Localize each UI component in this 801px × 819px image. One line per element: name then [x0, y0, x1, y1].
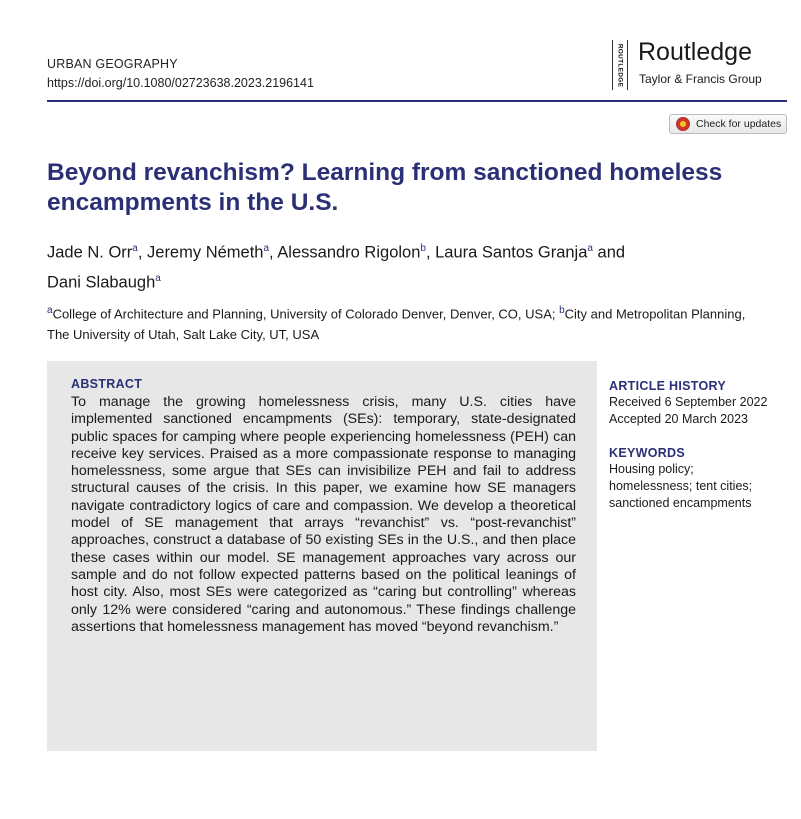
keyword-line: sanctioned encampments — [609, 496, 752, 510]
article-sidebar — [609, 378, 794, 512]
publisher-group: Taylor & Francis Group — [639, 72, 762, 86]
author-separator: , — [269, 243, 278, 262]
accepted-date: Accepted 20 March 2023 — [609, 412, 748, 426]
abstract-box — [47, 361, 597, 751]
author-name[interactable]: Jeremy Németh — [147, 243, 264, 262]
author-affiliation-mark[interactable]: a — [132, 243, 138, 254]
header-divider — [47, 100, 787, 102]
journal-name: URBAN GEOGRAPHY — [47, 57, 178, 71]
author-affiliation-mark[interactable]: a — [263, 243, 270, 254]
publisher-vertical-mark — [612, 40, 628, 90]
article-history-heading: ARTICLE HISTORY — [609, 379, 727, 393]
author-name[interactable]: Alessandro Rigolon — [277, 243, 421, 262]
received-date: Received 6 September 2022 — [609, 395, 768, 409]
affiliation-mark: a — [47, 305, 53, 316]
author-separator: , — [425, 243, 436, 262]
author-name[interactable]: Jade N. Orr — [47, 243, 133, 262]
keyword-line: Housing policy; — [609, 462, 694, 476]
author-list — [47, 236, 767, 295]
affiliation-text: City and Metropolitan Planning, The University of Utah, Salt Lake City, UT, USA — [47, 306, 746, 343]
publisher-vertical-text: ROUTLEDGE — [616, 43, 624, 87]
abstract-text: To manage the growing homelessness crisis, many U.S. cities have implemented sanctioned encampments (SEs): temporary, state-designated public spaces for camping where people experiencing homelessness (PEH) can receive key services. Praised as a more compassionate response to managing homelessness, some argue that SEs can invisibilize PEH and fail to address structural causes of the crisis. In this paper, we examine how SE managers navigate contradictory logics of care and compassion. We develop a theoretical model of SE management that arrays “revanchist” vs. “post-revanchist” approaches, construct a database of 50 existing SEs in the U.S., and then place these cases within our model. SE management approaches vary across our sample and do not follow expected patterns based on the political leanings of host city. Also, most SEs were categorized as “caring but controlling” whereas only 12% were considered “caring and autonomous.” These findings challenge assertions that homelessness management has moved “beyond revanchism.” — [71, 394, 576, 635]
crossmark-icon — [676, 117, 690, 131]
publisher-logo[interactable] — [612, 40, 787, 92]
affiliation-text: College of Architecture and Planning, University of Colorado Denver, Denver, CO, USA; — [52, 306, 560, 322]
keywords-heading: KEYWORDS — [609, 446, 686, 460]
check-for-updates-label: Check for updates — [696, 118, 782, 130]
affiliations — [47, 300, 767, 345]
author-name[interactable]: Laura Santos Granja — [435, 243, 588, 262]
article-title: Beyond revanchism? Learning from sanctioned homeless encampments in the U.S. — [47, 159, 723, 216]
publisher-brand: Routledge — [638, 38, 752, 66]
abstract-heading: ABSTRACT — [71, 377, 143, 391]
author-separator: , — [137, 243, 148, 262]
author-affiliation-mark[interactable]: a — [155, 272, 161, 284]
affiliation-mark: b — [559, 305, 565, 316]
doi-link[interactable]: https://doi.org/10.1080/02723638.2023.2196141 — [47, 76, 314, 90]
author-separator: and — [592, 243, 626, 262]
author-name[interactable]: Dani Slabaugh — [47, 273, 156, 291]
author-affiliation-mark[interactable]: a — [587, 243, 593, 254]
keyword-line: homelessness; tent cities; — [609, 479, 753, 493]
check-for-updates-button[interactable] — [669, 114, 787, 134]
author-affiliation-mark[interactable]: b — [420, 243, 426, 254]
